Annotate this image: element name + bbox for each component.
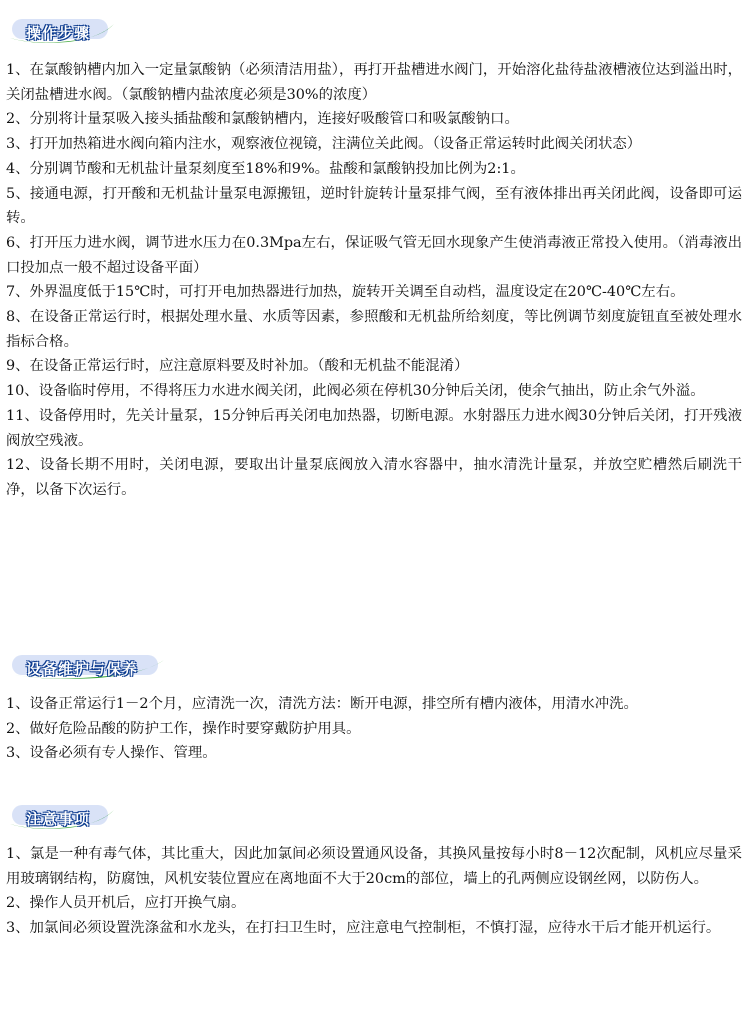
section-maintenance [0,652,750,766]
list-item: 8、在设备正常运行时，根据处理水量、水质等因素，参照酸和无机盐所给刻度，等比例调节刻度旋钮直至被处理水指标合格。 [6,309,742,350]
list-item: 3、加氯间必须设置洗涤盆和水龙头，在打扫卫生时，应注意电气控制柜，不慎打湿，应待水干后才能开机运行。 [6,920,721,937]
section-operation-steps [0,16,750,503]
list-item: 2、做好危险品酸的防护工作，操作时要穿戴防护用具。 [6,720,361,737]
list-item: 7、外界温度低于15℃时，可打开电加热器进行加热，旋转开关调至自动档，温度设定在20℃-40℃左右。 [6,284,685,301]
section-heading-text: 注意事项 [26,810,91,828]
section-heading [8,652,750,682]
list-item: 1、设备正常运行1－2个月，应清洗一次，清洗方法：断开电源，排空所有槽内液体，用清水冲洗。 [6,696,638,712]
list-item: 11、设备停用时，先关计量泵，15分钟后再关闭电加热器，切断电源。水射器压力进水阀30分钟后关闭，打开残液阀放空残液。 [6,407,742,449]
list-item: 4、分别调节酸和无机盐计量泵刻度至18%和9%。盐酸和氯酸钠投加比例为2:1。 [6,160,525,177]
section-heading [8,802,750,832]
list-item: 9、在设备正常运行时，应注意原料要及时补加。（酸和无机盐不能混淆） [6,358,469,375]
section-heading [8,16,750,46]
list-item: 1、氯是一种有毒气体，其比重大，因此加氯间必须设置通风设备，其换风量按每小时8－12次配制，风机应尽量采用玻璃钢结构，防腐蚀，风机安装位置应在离地面不大于20cm的部位，墙上的孔两侧应设钢丝网，以防伤人。 [6,846,742,887]
precautions-list [0,842,750,941]
maintenance-list [0,692,750,766]
list-item: 3、设备必须有专人操作、管理。 [6,745,217,762]
list-item: 2、操作人员开机后，应打开换气扇。 [6,895,246,912]
list-item: 6、打开压力进水阀，调节进水压力在0.3Mpa左右，保证吸气管无回水现象产生使消毒液正常投入使用。（消毒液出口投加点一般不超过设备平面） [6,234,742,276]
steps-list [0,58,750,503]
list-item: 10、设备临时停用，不得将压力水进水阀关闭，此阀必须在停机30分钟后关闭，使余气抽出，防止余气外溢。 [6,383,705,400]
list-item: 2、分别将计量泵吸入接头插盐酸和氯酸钠槽内，连接好吸酸管口和吸氯酸钠口。 [6,111,519,128]
list-item: 1、在氯酸钠槽内加入一定量氯酸钠（必须清洁用盐），再打开盐槽进水阀门，开始溶化盐待盐液槽液位达到溢出时，关闭盐槽进水阀。（氯酸钠槽内盐浓度必须是30%的浓度） [6,62,742,103]
section-heading-text: 操作步骤 [26,24,91,42]
section-heading-text: 设备维护与保养 [26,660,139,678]
list-item: 12、设备长期不用时，关闭电源，要取出计量泵底阀放入清水容器中，抽水清洗计量泵，并放空贮槽然后刷洗干净，以备下次运行。 [6,457,742,498]
list-item: 5、接通电源，打开酸和无机盐计量泵电源搬钮，逆时针旋转计量泵排气阀，至有液体排出再关闭此阀，设备即可运转。 [6,185,742,227]
list-item: 3、打开加热箱进水阀向箱内注水，观察液位视镜，注满位关此阀。（设备正常运转时此阀关闭状态） [6,136,642,153]
section-precautions [0,802,750,941]
